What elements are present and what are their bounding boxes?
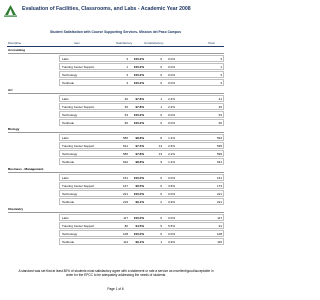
unsatisfactory-percent: 0.0% bbox=[168, 192, 175, 197]
satisfactory-count: 1 bbox=[126, 65, 128, 70]
unsatisfactory-percent: 5.5% bbox=[168, 224, 175, 229]
item-label: Technology bbox=[62, 73, 78, 78]
satisfactory-percent: 99.1% bbox=[135, 200, 144, 205]
unsatisfactory-percent: 0.0% bbox=[168, 65, 175, 70]
satisfactory-count: 3 bbox=[126, 73, 128, 78]
total-count: 3 bbox=[220, 57, 222, 61]
unsatisfactory-count: 0 bbox=[160, 176, 162, 180]
table-row bbox=[8, 134, 224, 141]
item-label: Tutoring Center Support bbox=[62, 184, 95, 189]
unsatisfactory-count: 1 bbox=[160, 105, 162, 110]
satisfactory-count: 63 bbox=[124, 113, 128, 118]
column-header-item: Item bbox=[74, 41, 81, 45]
unsatisfactory-count: 8 bbox=[160, 136, 162, 140]
total-count: 46 bbox=[218, 105, 222, 110]
table-row bbox=[8, 230, 224, 237]
unsatisfactory-percent: 0.0% bbox=[168, 57, 175, 61]
table-row bbox=[8, 182, 224, 189]
section-divider bbox=[8, 212, 224, 213]
discipline-section bbox=[8, 48, 224, 86]
unsatisfactory-count: 1 bbox=[160, 97, 162, 101]
unsatisfactory-count: 1 bbox=[160, 240, 162, 245]
discipline-name: Chemistry bbox=[8, 207, 24, 211]
unsatisfactory-percent: 2.2% bbox=[168, 152, 175, 157]
satisfactory-count: 219 bbox=[122, 200, 128, 205]
item-label: Tutoring Center Support bbox=[62, 65, 95, 70]
section-divider bbox=[8, 172, 224, 173]
satisfactory-percent: 97.8% bbox=[135, 105, 144, 110]
total-count: 221 bbox=[216, 192, 222, 197]
unsatisfactory-percent: 0.0% bbox=[168, 216, 175, 220]
discipline-section bbox=[8, 88, 224, 126]
satisfactory-percent: 99.1% bbox=[135, 240, 144, 245]
table-row bbox=[8, 95, 224, 102]
college-logo-icon bbox=[3, 3, 18, 18]
table-row bbox=[8, 214, 224, 221]
total-count: 41 bbox=[218, 97, 222, 101]
satisfactory-count: 151 bbox=[122, 176, 128, 180]
satisfactory-percent: 100.0% bbox=[133, 81, 144, 86]
discipline-name: Accounting bbox=[8, 48, 26, 52]
item-label: Technology bbox=[62, 152, 78, 157]
item-label: Technology bbox=[62, 192, 78, 197]
column-header-total: Total bbox=[208, 41, 215, 45]
unsatisfactory-percent: 0.0% bbox=[168, 176, 175, 180]
table-row bbox=[8, 55, 224, 62]
total-count: 631 bbox=[216, 160, 222, 165]
item-label: Technology bbox=[62, 232, 78, 237]
unsatisfactory-count: 0 bbox=[160, 121, 162, 126]
satisfactory-percent: 100.0% bbox=[133, 65, 144, 70]
satisfactory-percent: 98.6% bbox=[135, 136, 144, 140]
page-number: Page 1 of 6 bbox=[107, 287, 124, 291]
discipline-name: Business - Management bbox=[8, 167, 44, 171]
satisfactory-count: 622 bbox=[122, 160, 128, 165]
total-count: 108 bbox=[216, 232, 222, 237]
unsatisfactory-count: 0 bbox=[160, 65, 162, 70]
total-count: 117 bbox=[217, 216, 222, 220]
table-row bbox=[8, 119, 224, 126]
table-row bbox=[8, 142, 224, 149]
total-count: 1 bbox=[220, 65, 222, 70]
total-count: 173 bbox=[216, 184, 222, 189]
section-divider bbox=[8, 93, 224, 94]
satisfactory-count: 586 bbox=[122, 152, 128, 157]
total-count: 599 bbox=[216, 152, 222, 157]
unsatisfactory-count: 14 bbox=[158, 144, 162, 149]
unsatisfactory-count: 6 bbox=[160, 184, 162, 189]
table-row bbox=[8, 71, 224, 78]
satisfactory-count: 521 bbox=[122, 144, 128, 149]
satisfactory-percent: 100.0% bbox=[133, 73, 144, 78]
table-row bbox=[8, 79, 224, 86]
unsatisfactory-percent: 0.0% bbox=[168, 81, 175, 86]
page-title: Evaluation of Facilities, Classrooms, and Labs - Academic Year 2008 bbox=[22, 6, 191, 12]
table-row bbox=[8, 158, 224, 165]
satisfactory-percent: 100.0% bbox=[133, 121, 144, 126]
unsatisfactory-count: 5 bbox=[160, 224, 162, 229]
table-row bbox=[8, 190, 224, 197]
satisfactory-count: 586 bbox=[122, 136, 128, 140]
item-label: Textbook bbox=[62, 200, 75, 205]
unsatisfactory-percent: 2.4% bbox=[168, 97, 175, 101]
satisfactory-percent: 94.5% bbox=[135, 224, 144, 229]
total-count: 151 bbox=[216, 176, 222, 180]
satisfactory-percent: 100.0% bbox=[133, 176, 144, 180]
unsatisfactory-percent: 3.5% bbox=[168, 184, 175, 189]
total-count: 60 bbox=[218, 121, 222, 126]
unsatisfactory-count: 0 bbox=[160, 81, 162, 86]
total-count: 594 bbox=[216, 136, 222, 140]
satisfactory-count: 60 bbox=[124, 121, 128, 126]
satisfactory-percent: 100.0% bbox=[133, 232, 144, 237]
total-count: 115 bbox=[217, 240, 222, 245]
unsatisfactory-percent: 1.4% bbox=[168, 136, 175, 140]
satisfactory-percent: 98.6% bbox=[135, 160, 144, 165]
total-count: 63 bbox=[218, 113, 222, 118]
unsatisfactory-percent: 1.4% bbox=[168, 160, 175, 165]
item-label: Labs bbox=[62, 216, 69, 220]
satisfactory-count: 40 bbox=[124, 97, 128, 101]
total-count: 3 bbox=[220, 81, 222, 86]
unsatisfactory-count: 0 bbox=[160, 113, 162, 118]
satisfactory-percent: 100.0% bbox=[133, 57, 144, 61]
discipline-name: Art bbox=[8, 88, 13, 92]
unsatisfactory-count: 13 bbox=[158, 152, 162, 157]
satisfactory-percent: 100.0% bbox=[133, 113, 144, 118]
satisfactory-count: 221 bbox=[122, 192, 128, 197]
satisfactory-percent: 100.0% bbox=[133, 216, 144, 220]
unsatisfactory-percent: 0.0% bbox=[168, 121, 175, 126]
table-row bbox=[8, 238, 224, 245]
satisfactory-percent: 97.4% bbox=[135, 144, 144, 149]
item-label: Tutoring Center Support bbox=[62, 144, 95, 149]
table-row bbox=[8, 198, 224, 205]
satisfactory-percent: 96.5% bbox=[135, 184, 144, 189]
discipline-section bbox=[8, 207, 224, 245]
section-divider bbox=[8, 53, 224, 54]
discipline-section bbox=[8, 127, 224, 165]
satisfactory-percent: 97.6% bbox=[135, 97, 144, 101]
item-label: Textbook bbox=[62, 240, 75, 245]
unsatisfactory-percent: 2.6% bbox=[168, 144, 175, 149]
satisfactory-count: 167 bbox=[122, 184, 128, 189]
table-row bbox=[8, 103, 224, 110]
unsatisfactory-count: 9 bbox=[160, 160, 162, 165]
header-divider bbox=[7, 46, 224, 47]
total-count: 3 bbox=[220, 73, 222, 78]
unsatisfactory-count: 0 bbox=[160, 232, 162, 237]
unsatisfactory-count: 0 bbox=[160, 73, 162, 78]
column-header-unsatisfactory: Unsatisfactory bbox=[144, 41, 164, 45]
item-label: Labs bbox=[62, 136, 69, 140]
satisfactory-count: 45 bbox=[124, 105, 128, 110]
unsatisfactory-percent: 0.0% bbox=[168, 232, 175, 237]
item-label: Textbook bbox=[62, 160, 75, 165]
table-row bbox=[8, 150, 224, 157]
item-label: Labs bbox=[62, 97, 69, 101]
page-subtitle: Student Satisfaction with Course Supporting Services- Mission del Paso Campus bbox=[50, 30, 181, 34]
total-count: 535 bbox=[216, 144, 222, 149]
satisfactory-percent: 100.0% bbox=[133, 192, 144, 197]
satisfactory-count: 3 bbox=[126, 81, 128, 86]
satisfactory-percent: 97.8% bbox=[135, 152, 144, 157]
column-header-satisfactory: Satisfactory bbox=[116, 41, 133, 45]
unsatisfactory-count: 2 bbox=[160, 200, 162, 205]
unsatisfactory-count: 0 bbox=[160, 216, 162, 220]
item-label: Technology bbox=[62, 113, 78, 118]
item-label: Labs bbox=[62, 176, 69, 180]
discipline-name: Biology bbox=[8, 127, 20, 131]
table-row bbox=[8, 111, 224, 118]
table-row bbox=[8, 222, 224, 229]
unsatisfactory-percent: 0.9% bbox=[168, 240, 175, 245]
total-count: 221 bbox=[216, 200, 222, 205]
unsatisfactory-percent: 2.2% bbox=[168, 105, 175, 110]
unsatisfactory-percent: 0.0% bbox=[168, 73, 175, 78]
satisfactory-count: 108 bbox=[122, 232, 128, 237]
footnote: A standard was set that at least 80% of students must satisfactory agree with a statement or rate a service as excellent/good/acceptable in order for the EPCC to be adequately addressing the needs of students. bbox=[18, 269, 214, 277]
item-label: Tutoring Center Support bbox=[62, 224, 95, 229]
satisfactory-count: 86 bbox=[124, 224, 128, 229]
total-count: 91 bbox=[218, 224, 222, 229]
table-row bbox=[8, 174, 224, 181]
section-divider bbox=[8, 132, 224, 133]
table-row bbox=[8, 63, 224, 70]
satisfactory-count: 114 bbox=[123, 240, 128, 245]
item-label: Tutoring Center Support bbox=[62, 105, 95, 110]
satisfactory-count: 3 bbox=[126, 57, 128, 61]
item-label: Labs bbox=[62, 57, 69, 61]
unsatisfactory-percent: 0.9% bbox=[168, 200, 175, 205]
unsatisfactory-percent: 0.0% bbox=[168, 113, 175, 118]
item-label: Textbook bbox=[62, 81, 75, 86]
satisfactory-count: 117 bbox=[123, 216, 128, 220]
discipline-section bbox=[8, 167, 224, 205]
unsatisfactory-count: 0 bbox=[160, 57, 162, 61]
column-header-discipline: Discipline bbox=[8, 41, 22, 45]
unsatisfactory-count: 0 bbox=[160, 192, 162, 197]
item-label: Textbook bbox=[62, 121, 75, 126]
